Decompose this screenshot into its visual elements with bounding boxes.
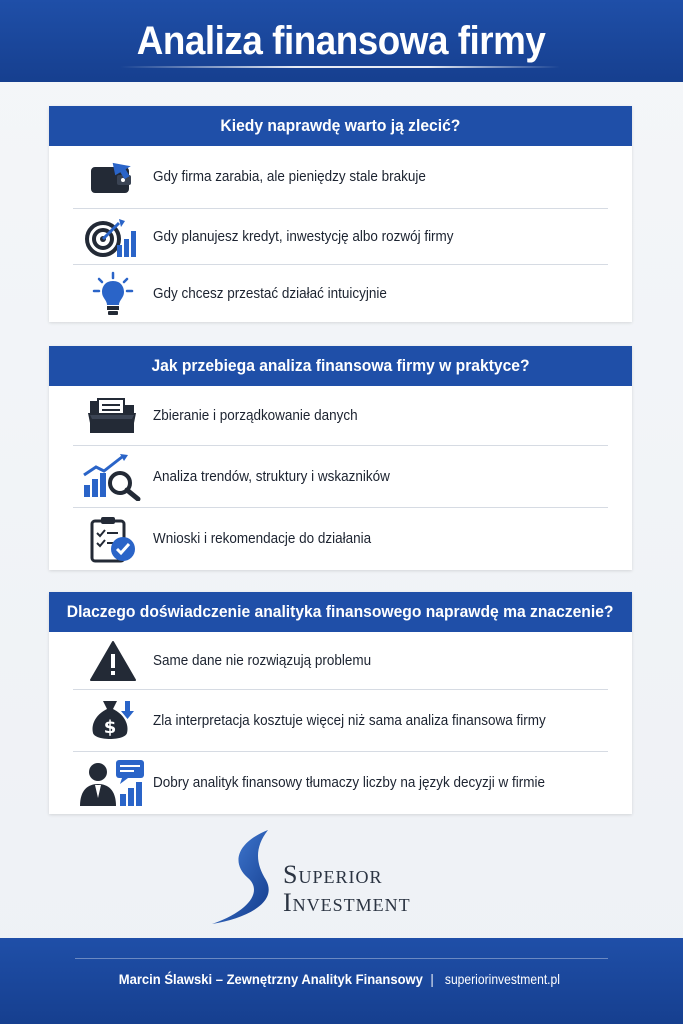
section-process — [49, 346, 632, 570]
list-item — [73, 690, 608, 752]
list-item — [73, 752, 608, 814]
item-text: Same dane nie rozwiązują problemu — [153, 652, 372, 669]
checklist-icon — [73, 515, 153, 563]
list-item — [73, 508, 608, 570]
logo-line-2: Investment — [283, 888, 411, 917]
analyst-icon — [73, 758, 153, 808]
item-text: Dobry analityk finansowy tłumaczy liczby na język decyzji w firmie — [153, 775, 545, 791]
money-bag-icon — [73, 697, 153, 745]
section-why — [49, 592, 632, 814]
svg-text:$: $ — [103, 716, 117, 738]
title-banner — [0, 0, 683, 82]
list-item — [73, 446, 608, 508]
footer-divider — [75, 958, 608, 959]
logo-line-1: Superior — [283, 860, 383, 889]
wallet-icon — [73, 157, 153, 197]
title-underline — [120, 66, 560, 68]
footer-website-link[interactable]: superiorinvestment.pl — [444, 971, 561, 987]
item-text: Zbieranie i porządkowanie danych — [153, 407, 358, 424]
list-item — [73, 632, 608, 690]
warning-icon — [73, 640, 153, 682]
footer — [0, 938, 683, 1024]
section-header: Dlaczego doświadczenie analityka finansowego naprawdę ma znaczenie? — [49, 592, 632, 632]
item-text: Gdy planujesz kredyt, inwestycję albo rozwój firmy — [153, 228, 454, 245]
item-text: Gdy chcesz przestać działać intuicyjnie — [153, 285, 387, 302]
page-title: Analiza finansowa firmy — [137, 18, 546, 63]
chart-magnifier-icon — [73, 453, 153, 501]
section-when — [49, 106, 632, 322]
target-chart-icon — [73, 215, 153, 259]
footer-separator: | — [430, 971, 434, 987]
lightbulb-icon — [73, 271, 153, 317]
footer-text — [0, 971, 683, 987]
item-text: Gdy firma zarabia, ale pieniędzy stale brakuje — [153, 169, 426, 185]
item-text: Analiza trendów, struktury i wskazników — [153, 468, 390, 485]
list-item — [73, 209, 608, 265]
logo-text — [283, 862, 411, 916]
section-header: Jak przebiega analiza finansowa firmy w praktyce? — [49, 346, 632, 386]
item-text: Zla interpretacja kosztuje więcej niż sama analiza finansowa firmy — [153, 712, 546, 729]
item-text: Wnioski i rekomendacje do działania — [153, 531, 372, 547]
list-item — [73, 265, 608, 322]
list-item — [73, 386, 608, 446]
list-item — [73, 146, 608, 209]
section-header: Kiedy naprawdę warto ją zlecić? — [49, 106, 632, 146]
folder-icon — [73, 395, 153, 437]
footer-author: Marcin Ślawski – Zewnętrzny Analityk Finansowy — [118, 971, 423, 987]
